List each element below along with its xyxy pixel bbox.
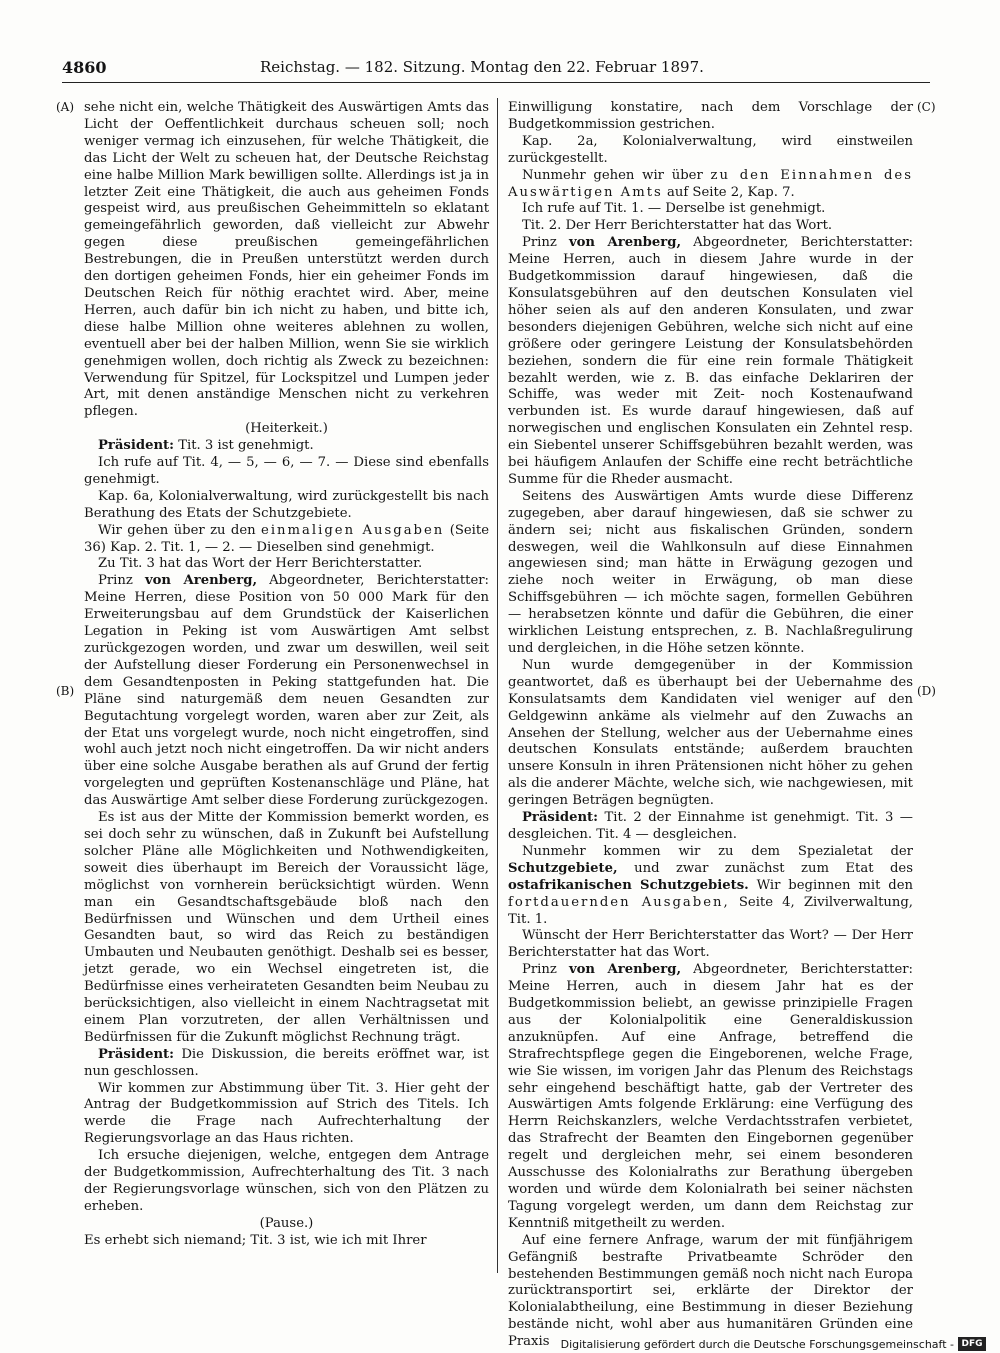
interjection: (Heiterkeit.): [245, 421, 328, 437]
paragraph: sehe nicht ein, welche Thätigkeit des Auswärtigen Amts das Licht der Oeffentlichkeit durchaus scheuen soll; noch weniger vermag ich einzusehen, für welche Thätigkeit, die das Licht der Welt zu scheuen hat, der Deutsche Reichstag eine halbe Million Mark bewilligen sollte. Allerdings ist ja in letzter Zeit eine Thätigkeit, die auch aus geheimen Fonds gespeist wird, aus preußischen Geheimmitteln so eklatant gemeingefährlich geworden, daß vielleicht zur Abwehr gegen diese preußischen gemeingefährlichen Bestrebungen, die in Preußen unterstützt werden durch den dortigen geheimen Fonds, hier ein geheimer Fonds im Deutschen Reich für nöthig erachtet wird. Aber, meine Herren, auch dafür bin ich nicht zu haben, und bitte ich, diese halbe Million ohne weiteres ablehnen zu wollen, eventuell aber bei der halben Million, wenn Sie sie wirklich genehmigen wollen, doch richtig als Zweck zu bezeichnen: Verwendung für Spitzel, für Lockspitzel und Lumpen jeder Art, mit denen anständige Menschen nicht zu verkehren pflegen.: [84, 100, 489, 420]
paragraph: Einwilligung konstatire, nach dem Vorschlage der Budgetkommission gestrichen.: [508, 100, 913, 132]
speaker-name: Präsident:: [98, 438, 175, 454]
interjection: (Pause.): [259, 1215, 314, 1231]
paragraph: Ich rufe auf Tit. 1. — Derselbe ist genehmigt.: [522, 201, 826, 217]
page-number: 4860: [62, 58, 107, 77]
paragraph: Nunmehr gehen wir über zu den Einnahmen des Auswärtigen Amts auf Seite 2, Kap. 7.: [508, 167, 913, 200]
running-title: Reichstag. — 182. Sitzung. Montag den 22. Februar 1897.: [260, 58, 704, 76]
margin-mark-a: (A): [56, 100, 75, 114]
speaker-name: Präsident:: [98, 1046, 175, 1062]
margin-mark-c: (C): [917, 100, 936, 114]
paragraph: Kap. 2a, Kolonialverwaltung, wird einstweilen zurückgestellt.: [508, 133, 913, 166]
left-column: [84, 100, 489, 1250]
spaced-emphasis: einmaligen Ausgaben: [261, 522, 445, 538]
dfg-logo: DFG: [958, 1337, 986, 1351]
paragraph: Tit. 2. Der Herr Berichterstatter hat das Wort.: [522, 218, 833, 234]
speaker-name: Präsident:: [522, 810, 599, 826]
right-column: [508, 100, 913, 1351]
footer-credit: Digitalisierung gefördert durch die Deutsche Forschungsgemeinschaft -: [560, 1338, 954, 1351]
paragraph: Es erhebt sich niemand; Tit. 3 ist, wie ich mit Ihrer: [84, 1232, 427, 1248]
margin-mark-d: (D): [917, 684, 936, 698]
spaced-emphasis: fortdauernden Ausgaben,: [508, 894, 730, 910]
speaker-name: von Arenberg,: [568, 235, 682, 251]
paragraph: Prinz von Arenberg, Abgeordneter, Berichterstatter: Meine Herren, auch in diesem Jahre wurde in der Budgetkommission darauf hingewiesen, daß die Konsulatsgebühren auf den deutschen Konsulaten viel höher seien als auf den anderen Konsulaten, und zwar besonders diejenigen Gebühren, welche sich nicht auf eine größere oder geringere Leistung der Konsulatsbehörden beziehen, sondern die für eine rein formale Thätigkeit bezahlt werden, wie z. B. das einfache Deklariren der Schiffe, was weder mit Zeit- noch Kostenaufwand verbunden ist. Es wurde darauf hingewiesen, daß auf norwegischen und englischen Konsulaten ein Zehntel resp. ein Siebentel unserer Schiffsgebühren bezahlt werden, was bei häufigem Anlaufen der Schiffe eine recht beträchtliche Summe für die Rheder ausmacht.: [508, 235, 913, 487]
bold-term: Schutzgebiete,: [508, 860, 618, 876]
paragraph: Prinz von Arenberg, Abgeordneter, Berichterstatter: Meine Herren, auch in diesem Jahr hat es der Budgetkommission beliebt, an gewisse prinzipielle Fragen aus der Kolonialpolitik eine Generaldiskussion anzuknüpfen. Auf eine Anfrage, betreffend die Strafrechtspflege gegen die Eingeborenen, welche Frage, wie Sie wissen, im vorigen Jahr das Plenum des Reichstags sehr eingehend beschäftigt hatte, gab der Vertreter des Auswärtigen Amts folgende Erklärung: eine Verfügung des Herrn Reichskanzlers, welche Verdachtsstrafen verbietet, das Strafrecht der Beamten den Eingebornen gegenüber regelt und dergleichen mehr, sei einem besonderen Ausschusse des Kolonialraths zur Berathung übergeben worden und würde dem Kolonialrath bei seiner nächsten Tagung vorgelegt werden, um dann dem Reichstag zur Kenntniß mitgetheilt zu werden.: [508, 962, 913, 1231]
paragraph: Kap. 6a, Kolonialverwaltung, wird zurückgestellt bis nach Berathung des Etats der Schutzgebiete.: [84, 488, 489, 521]
paragraph: Es ist aus der Mitte der Kommission bemerkt worden, es sei doch sehr zu wünschen, daß in Zukunft bei Aufstellung solcher Pläne alle Möglichkeiten und Nothwendigkeiten, soweit dies überhaupt im Bereich der Voraussicht läge, möglichst von vornherein berücksichtigt würden. Wenn man ein Gesandtschaftsgebäude bloß nach den Bedürfnissen und Wünschen und dem Urtheil eines Gesandten baut, so wird das Reich zu beständigen Umbauten und Neubauten genöthigt. Deshalb sei es besser, jetzt gerade, wo ein Wechsel eingetreten ist, die Bedürfnisse eines verheirateten Gesandten beim Neubau zu berücksichtigen, also vielleicht in einem Nachtragsetat mit einem Plan vorzutreten, der allen Verhältnissen und Bedürfnissen für die Zukunft möglichst Rechnung trägt.: [84, 810, 489, 1045]
paragraph: Ich rufe auf Tit. 4, — 5, — 6, — 7. — Diese sind ebenfalls genehmigt.: [84, 455, 489, 487]
paragraph: Nunmehr kommen wir zu dem Spezialetat der Schutzgebiete, und zwar zunächst zum Etat des ostafrikanischen Schutzgebiets. Wir beginnen mit den fortdauernden Ausgaben, Seite 4, Zivilverwaltung, Tit. 1.: [508, 843, 914, 927]
paragraph: Wir kommen zur Abstimmung über Tit. 3. Hier geht der Antrag der Budgetkommission auf Strich des Titels. Ich werde die Frage nach Aufrechterhaltung der Regierungsvorlage an das Haus richten.: [84, 1080, 489, 1147]
paragraph: Nun wurde demgegenüber in der Kommission geantwortet, daß es überhaupt bei der Uebernahme des Konsulatsamts dem Kandidaten viel weniger auf den Geldgewinn ankäme als vielmehr auf den Zuwachs an Ansehen der Stellung, welcher aus der Uebernahme eines deutschen Konsulats entstände; außerdem brauchten unsere Konsuln in ihren Prätensionen nicht höher zu gehen als die anderer Mächte, welche sich, wie nachgewiesen, mit geringen Beträgen begnügten.: [508, 657, 913, 809]
paragraph: Zu Tit. 3 hat das Wort der Herr Berichterstatter.: [98, 556, 423, 572]
paragraph: Wir gehen über zu den einmaligen Ausgaben (Seite 36) Kap. 2. Tit. 1, — 2. — Dieselben sind genehmigt.: [84, 522, 490, 555]
paragraph: Wünscht der Herr Berichterstatter das Wort? — Der Herr Berichterstatter hat das Wort.: [508, 928, 913, 961]
paragraph: Prinz von Arenberg, Abgeordneter, Berichterstatter: Meine Herren, diese Position von 50 000 Mark für den Erweiterungsbau auf dem Grundstück der Kaiserlichen Legation in Peking ist vom Auswärtigen Amt selbst zurückgezogen worden, und zwar um deswillen, weil seit der Aufstellung dieser Forderung ein Personenwechsel in dem Gesandtenposten in Peking stattgefunden hat. Die Pläne sind naturgemäß dem neuen Gesandten zur Begutachtung vorgelegt worden, waren aber zur Zeit, als der Etat uns vorgelegt wurde, noch nicht eingetroffen, sind wohl auch jetzt noch nicht eingetroffen. Da wir nicht anders über eine solche Ausgabe berathen als auf Grund der fertig vorgelegten und geprüften Kostenanschläge und Pläne, hat das Auswärtige Amt selber diese Forderung zurückgezogen.: [84, 573, 489, 809]
footer: [0, 1337, 1000, 1353]
paragraph: Auf eine fernere Anfrage, warum der mit fünfjährigem Gefängniß bestrafte Privatbeamte Schröder den bestehenden Bestimmungen gemäß noch nicht nach Europa zurücktransportirt sei, erklärte der Direktor der Kolonialabtheilung, eine Bestimmung in dieser Beziehung bestände nicht, wohl aber aus humanitären Gründen eine Praxis: [508, 1232, 913, 1350]
header-rule: [62, 82, 930, 83]
page-header: [62, 58, 930, 82]
paragraph: Präsident: Tit. 3 ist genehmigt.: [98, 438, 314, 454]
paragraph: Seitens des Auswärtigen Amts wurde diese Differenz zugegeben, aber darauf hingewiesen, daß sie schwer zu ändern sei; nicht aus fiskalischen Gründen, sondern deswegen, weil die Wahlkonsuln auf diese Einnahmen angewiesen sind; man hätte in Erwägung gezogen und ziehe noch weiter in Erwägung, ob man diese Schiffsgebühren — ich möchte sagen, formellen Gebühren — herabsetzen könnte und dafür die Gebühren, die einer wirklichen Leistung entsprechen, z. B. Nachlaßregulirung und dergleichen, in die Höhe setzen könnte.: [508, 488, 913, 656]
paragraph: Ich ersuche diejenigen, welche, entgegen dem Antrage der Budgetkommission, Aufrechterhaltung des Tit. 3 nach der Regierungsvorlage wünschen, sich von den Plätzen zu erheben.: [84, 1148, 489, 1214]
margin-mark-b: (B): [56, 684, 75, 698]
paragraph: Präsident: Tit. 2 der Einnahme ist genehmigt. Tit. 3 — desgleichen. Tit. 4 — desgleichen.: [508, 810, 913, 842]
paragraph: Präsident: Die Diskussion, die bereits eröffnet war, ist nun geschlossen.: [84, 1046, 489, 1079]
bold-term: ostafrikanischen Schutzgebiets.: [508, 877, 749, 893]
spaced-emphasis: zu den Einnahmen des Auswärtigen Amts: [508, 167, 913, 200]
column-divider: [497, 98, 498, 1273]
speaker-name: von Arenberg,: [144, 573, 258, 589]
speaker-name: von Arenberg,: [568, 962, 682, 978]
